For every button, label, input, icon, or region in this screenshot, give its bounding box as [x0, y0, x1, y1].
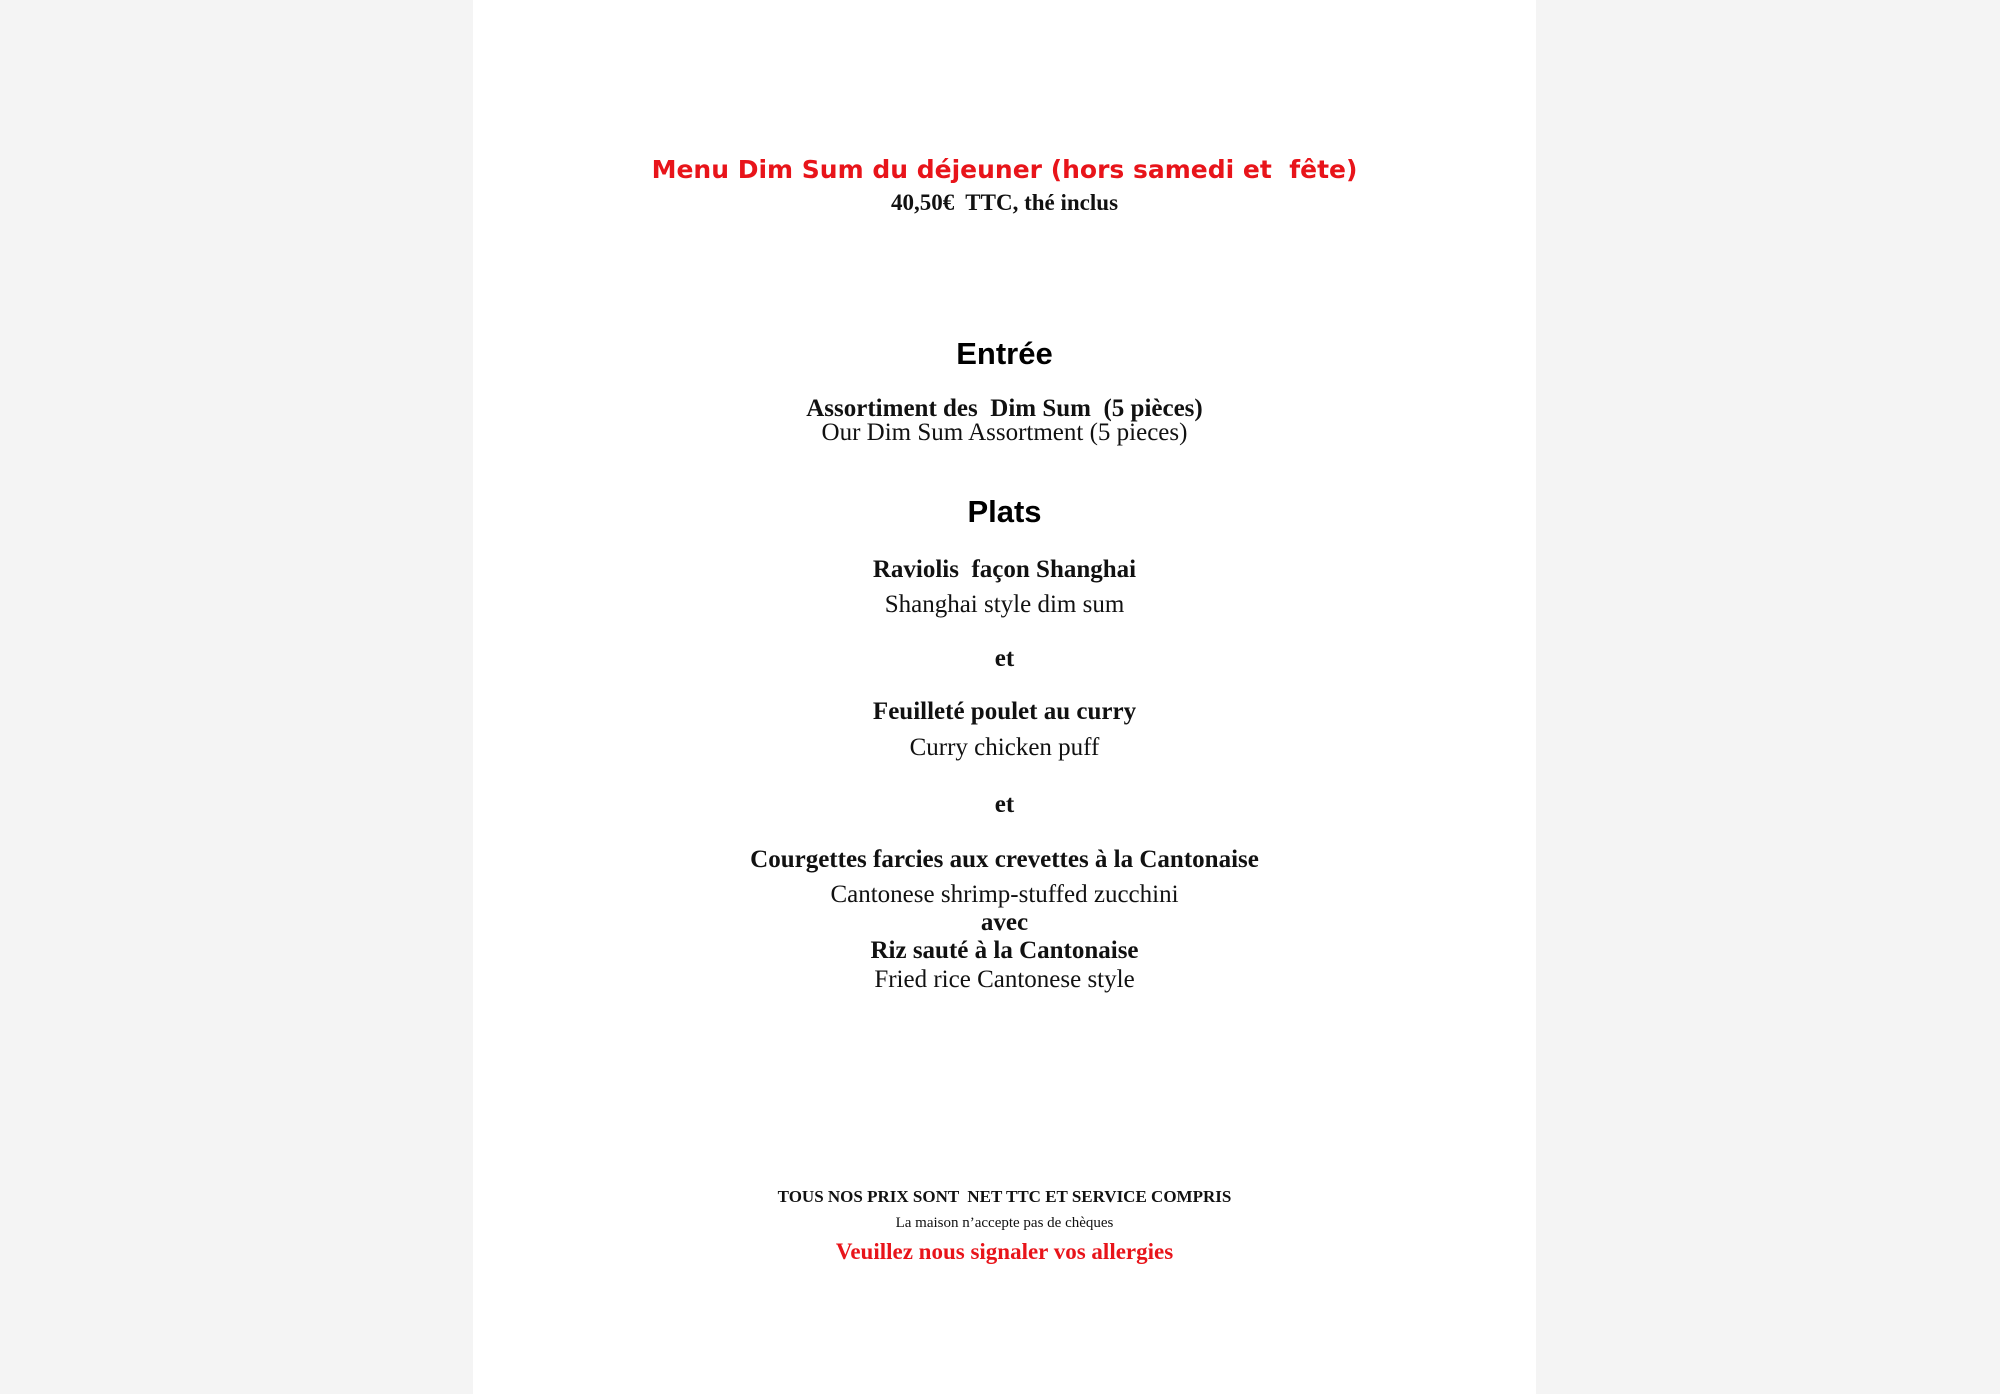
entree-item-french: Assortiment des Dim Sum (5 pièces) — [806, 395, 1203, 422]
conjunction-avec: avec — [980, 909, 1029, 936]
conjunction-et: et — [994, 791, 1015, 818]
footer-cheques-note: La maison n’accepte pas de chèques — [895, 1215, 1114, 1231]
plat-item-english: Cantonese shrimp-stuffed zucchini — [830, 881, 1179, 908]
menu-page — [473, 0, 1536, 1394]
plat-item-french: Riz sauté à la Cantonaise — [870, 937, 1139, 964]
section-heading-entree: Entrée — [956, 336, 1053, 371]
plat-item-english: Shanghai style dim sum — [884, 591, 1125, 618]
section-heading-plats: Plats — [967, 494, 1042, 529]
plat-item-french: Courgettes farcies aux crevettes à la Cantonaise — [750, 846, 1259, 873]
menu-title: Menu Dim Sum du déjeuner (hors samedi et fête) — [651, 155, 1358, 184]
plat-item-french: Raviolis façon Shanghai — [872, 556, 1137, 583]
conjunction-et: et — [994, 645, 1015, 672]
plat-item-english: Fried rice Cantonese style — [874, 966, 1135, 993]
entree-item-english: Our Dim Sum Assortment (5 pieces) — [821, 419, 1188, 446]
menu-price: 40,50€ TTC, thé inclus — [890, 190, 1119, 215]
plat-item-english: Curry chicken puff — [909, 734, 1100, 761]
footer-prices-note: TOUS NOS PRIX SONT NET TTC ET SERVICE COMPRIS — [777, 1187, 1232, 1206]
footer-allergies-note: Veuillez nous signaler vos allergies — [835, 1239, 1174, 1264]
plat-item-french: Feuilleté poulet au curry — [872, 698, 1137, 725]
